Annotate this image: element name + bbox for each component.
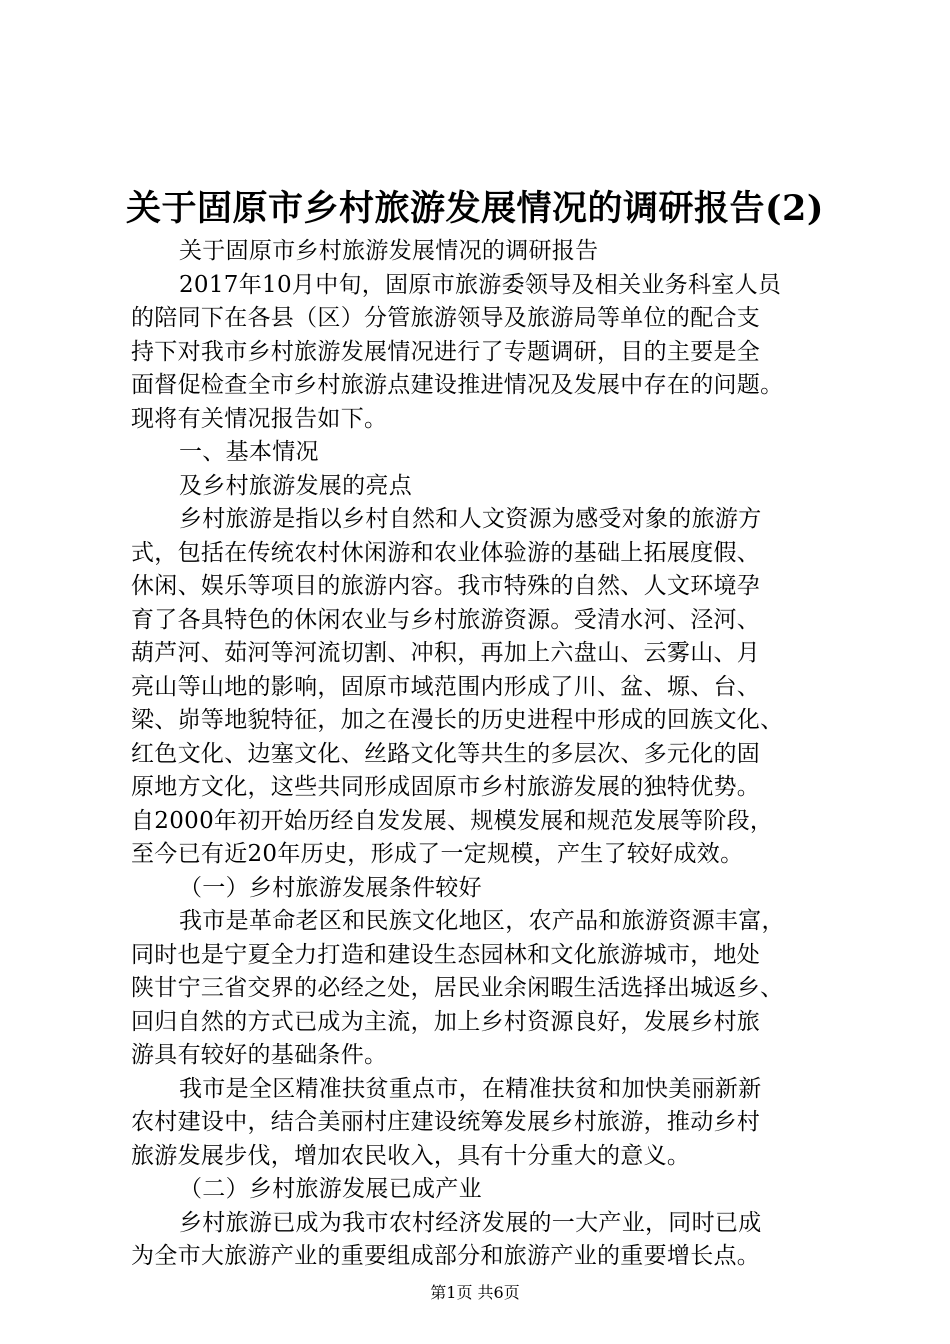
paragraph-line: 面督促检查全市乡村旅游点建设推进情况及发展中存在的问题。 <box>131 372 784 398</box>
paragraph-line: 亮山等山地的影响，固原市域范围内形成了川、盆、塬、台、 <box>131 673 761 700</box>
document-body <box>131 235 831 1274</box>
paragraph-line: 回归自然的方式已成为主流，加上乡村资源良好，发展乡村旅 <box>131 1008 761 1035</box>
paragraph-line: 育了各具特色的休闲农业与乡村旅游资源。受清水河、泾河、 <box>131 606 761 633</box>
paragraph-line: 乡村旅游是指以乡村自然和人文资源为感受对象的旅游方 <box>179 506 762 532</box>
paragraph-line: 休闲、娱乐等项目的旅游内容。我市特殊的自然、人文环境孕 <box>131 573 761 599</box>
paragraph-line: 2017年10月中旬，固原市旅游委领导及相关业务科室人员 <box>179 271 782 298</box>
paragraph-line: 至今已有近20年历史，形成了一定规模，产生了较好成效。 <box>131 841 744 867</box>
paragraph-line: 红色文化、边塞文化、丝路文化等共生的多层次、多元化的固 <box>131 740 761 767</box>
section-subheading: 及乡村旅游发展的亮点 <box>179 472 412 499</box>
section-heading: （一）乡村旅游发展条件较好 <box>179 874 482 901</box>
paragraph-line: 我市是革命老区和民族文化地区，农产品和旅游资源丰富， <box>179 908 785 934</box>
paragraph-line: 自2000年初开始历经自发发展、规模发展和规范发展等阶段， <box>131 807 774 834</box>
paragraph-line: 为全市大旅游产业的重要组成部分和旅游产业的重要增长点。 <box>131 1243 761 1269</box>
paragraph-line: 乡村旅游已成为我市农村经济发展的一大产业，同时已成 <box>179 1209 762 1236</box>
paragraph-line: 的陪同下在各县（区）分管旅游领导及旅游局等单位的配合支 <box>131 305 761 331</box>
paragraph-line: 我市是全区精准扶贫重点市，在精准扶贫和加快美丽新新 <box>179 1075 762 1102</box>
report-subtitle: 关于固原市乡村旅游发展情况的调研报告 <box>179 238 599 264</box>
paragraph-line: 陕甘宁三省交界的必经之处，居民业余闲暇生活选择出城返乡、 <box>131 975 784 1001</box>
paragraph-line: 旅游发展步伐，增加农民收入，具有十分重大的意义。 <box>131 1142 691 1169</box>
paragraph-line: 现将有关情况报告如下。 <box>131 405 388 432</box>
paragraph-line: 原地方文化，这些共同形成固原市乡村旅游发展的独特优势。 <box>131 774 761 800</box>
paragraph-line: 游具有较好的基础条件。 <box>131 1042 388 1068</box>
paragraph-line: 式，包括在传统农村休闲游和农业体验游的基础上拓展度假、 <box>131 539 761 566</box>
paragraph-line: 农村建设中，结合美丽村庄建设统筹发展乡村旅游，推动乡村 <box>131 1109 761 1135</box>
paragraph-line: 持下对我市乡村旅游发展情况进行了专题调研，目的主要是全 <box>131 338 761 365</box>
paragraph-line: 梁、峁等地貌特征，加之在漫长的历史进程中形成的回族文化、 <box>131 707 784 733</box>
document-title: 关于固原市乡村旅游发展情况的调研报告(2) <box>126 188 824 229</box>
section-heading: （二）乡村旅游发展已成产业 <box>179 1176 482 1202</box>
section-heading: 一、基本情况 <box>179 439 319 465</box>
page-number: 第1页 共6页 <box>430 1283 520 1302</box>
paragraph-line: 同时也是宁夏全力打造和建设生态园林和文化旅游城市，地处 <box>131 941 761 968</box>
paragraph-line: 葫芦河、茹河等河流切割、冲积，再加上六盘山、云雾山、月 <box>131 640 761 666</box>
